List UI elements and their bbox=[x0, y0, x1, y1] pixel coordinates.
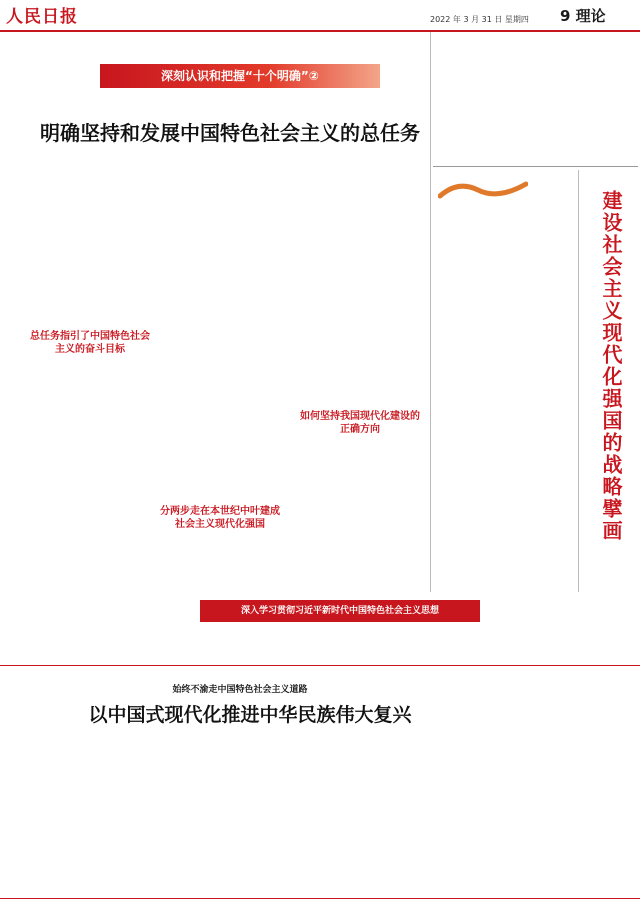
mid-banner: 深入学习贯彻习近平新时代中国特色社会主义思想 bbox=[200, 600, 480, 622]
series-banner: 深刻认识和把握“十个明确”② bbox=[100, 64, 380, 88]
issue-date: 2022 年 3 月 31 日 星期四 bbox=[430, 15, 529, 24]
column-divider bbox=[430, 32, 431, 592]
lead-headline: 明确坚持和发展中国特色社会主义的总任务 bbox=[40, 121, 420, 145]
footer-rule bbox=[0, 898, 640, 899]
section-divider bbox=[0, 665, 640, 666]
right-column-title: 建设社会主义现代化强国的战略擘画 bbox=[599, 190, 623, 542]
bottom-headline: 以中国式现代化推进中华民族伟大复兴 bbox=[88, 704, 412, 726]
editor-note bbox=[433, 32, 633, 162]
masthead-logo: 人民日报 bbox=[6, 7, 78, 27]
lead-subhead-1: 总任务指引了中国特色社会主义的奋斗目标 bbox=[30, 331, 150, 355]
lead-subhead-2: 如何坚持我国现代化建设的正确方向 bbox=[300, 411, 420, 435]
section-label: 9 理论 bbox=[560, 7, 606, 25]
column-divider bbox=[578, 170, 579, 592]
bottom-kicker: 始终不渝走中国特色社会主义道路 bbox=[172, 685, 308, 695]
lead-subhead-3: 分两步走在本世纪中叶建成社会主义现代化强国 bbox=[160, 506, 280, 530]
section-divider bbox=[433, 166, 638, 167]
brush-decoration bbox=[438, 176, 528, 202]
